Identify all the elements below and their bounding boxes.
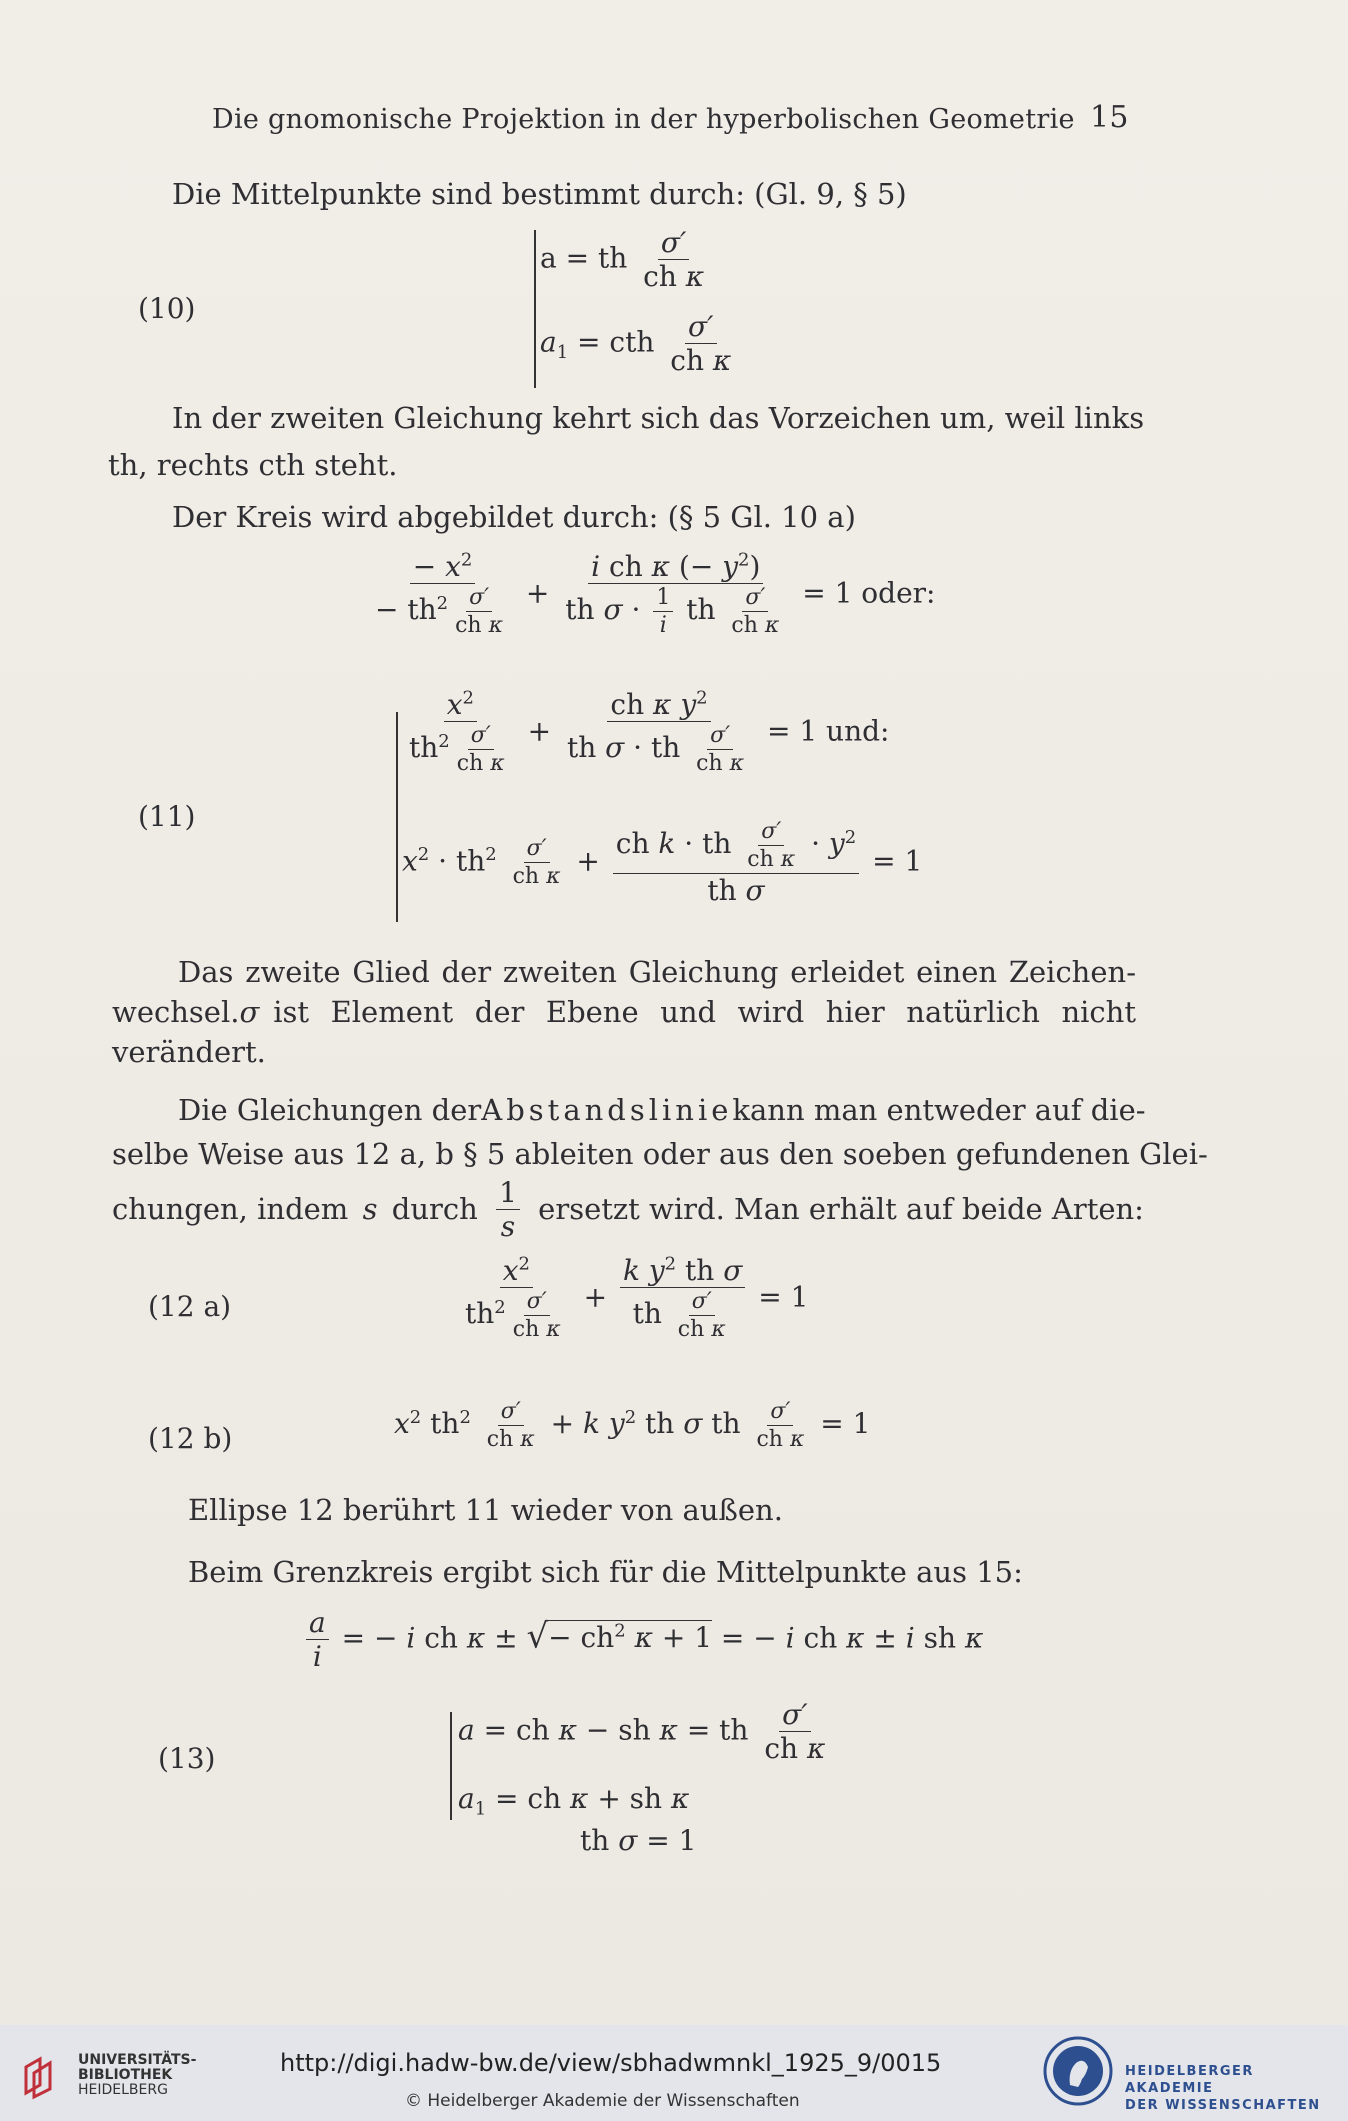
equation-number-12a: (12 a) [148,1290,232,1323]
sigma-symbol: σ [239,995,260,1029]
library-logo-icon [18,2053,66,2101]
equation-number-13: (13) [158,1742,216,1775]
line2-end: ist Element der Ebene und wird hier natürlich nicht [273,995,1136,1029]
paragraph-zeichenwechsel-line2 [112,992,1136,1033]
equation-grenzkreis: $\frac{a}{i}$ = − i ch κ ± √− $ch^2$ κ + 1 = − i ch κ ± i sh κ [302,1608,983,1672]
equation-number-10: (10) [138,292,196,325]
library-name: UNIVERSITÄTS- BIBLIOTHEK HEIDELBERG [78,2052,197,2098]
equation-brace-13 [450,1712,452,1820]
equation-12b: $x^2$ $th^2$ $\frac{\sigma'}{\text{ch κ}}$ + k $y^2$ th σ th $\frac{\sigma'}{\text{ch κ}}$ = 1 [394,1399,871,1453]
equation-brace-10 [534,230,536,388]
equation-10-line1: a = th $\frac{\sigma'}{\text{ch κ}}$ [540,226,705,294]
fraction-one-over-s: $\frac{1}{s}$ [496,1178,520,1242]
line2-start: wechsel. [112,995,240,1029]
paragraph-zeichenwechsel-line3: verändert. [112,1035,266,1069]
paragraph-kreis: Der Kreis wird abgebildet durch: (§ 5 Gl. 10 a) [172,500,856,534]
equation-13-line3: th σ = 1 [580,1824,697,1857]
equation-kreis-suffix: = 1 oder: [802,576,936,610]
paragraph-mittelpunkte: Die Mittelpunkte sind bestimmt durch: (Gl. 9, § 5) [172,177,907,211]
running-title: Die gnomonische Projektion in der hyperbolischen Geometrie [212,104,1075,135]
equation-10-line2: $a_1$ = cth $\frac{\sigma'}{\text{ch κ}}$ [540,310,732,378]
line3-start: chungen, indem [112,1192,349,1227]
paragraph-grenzkreis: Beim Grenzkreis ergibt sich für die Mittelpunkte aus 15: [188,1555,1023,1589]
academy-seal-icon [1042,2035,1114,2107]
line3-end: ersetzt wird. Man erhält auf beide Arten: [538,1192,1144,1227]
paragraph-vorzeichen-line1: In der zweiten Gleichung kehrt sich das Vorzeichen um, weil links [172,401,1145,435]
line1-end: kann man entweder auf die- [732,1093,1146,1127]
paragraph-ellipse: Ellipse 12 berührt 11 wieder von außen. [188,1493,783,1527]
equation-11-line2: $x^2 \cdot th^2$ $\frac{\sigma'}{\text{ch κ}}$ + ch k · th $\frac{\sigma'}{\text{ch κ}}$ · $y^2$ th σ = 1 [402,819,923,908]
paragraph-abstandslinie-line2: selbe Weise aus 12 a, b § 5 ableiten oder aus den soeben gefundenen Glei- [112,1137,1208,1171]
paragraph-abstandslinie-line1 [178,1090,1144,1131]
paragraph-zeichenwechsel-line1: Das zweite Glied der zweiten Gleichung erleidet einen Zeichen- [178,955,1136,989]
paragraph-vorzeichen-line2: th, rechts cth steht. [108,448,398,482]
equation-11-suffix: = 1 und: [766,714,890,748]
equation-brace-11 [396,712,398,922]
equation-11-line1: $x^2$ $th^2$ $\frac{\sigma'}{\text{ch κ}}$ + ch κ $y^2$ th σ · th $\frac{\sigma'}{\text{ch κ}}$ = 1 und: [409,687,890,777]
source-url-link[interactable]: http://digi.hadw-bw.de/view/sbhadwmnkl_1925_9/0015 [280,2049,942,2077]
page-number: 15 [1090,100,1129,135]
footer-bar [0,2025,1348,2121]
equation-12a: $x^2$ $th^2$ $\frac{\sigma'}{\text{ch κ}}$ + k $y^2$ th σ th $\frac{\sigma'}{\text{ch κ}}$ = 1 [465,1253,809,1343]
s-symbol: s [362,1192,378,1227]
equation-kreis: − $x^2$ − $th^2$ $\frac{\sigma'}{\text{ch κ}}$ + i ch κ (− $y^2$) th σ · $\frac{1}{i}$ th $\frac{\sigma'}{\text{ch κ}}$ = 1 oder: [375,549,936,639]
term-abstandslinie: Abstandslinie [481,1093,733,1127]
equation-number-12b: (12 b) [148,1422,233,1455]
equation-number-11: (11) [138,800,196,833]
academy-name: HEIDELBERGER AKADEMIE DER WISSENSCHAFTEN [1125,2064,1321,2113]
equation-13-line2: $a_1$ = ch κ + sh κ [458,1782,690,1820]
paragraph-abstandslinie-line3 [112,1178,1144,1242]
line1-start: Die Gleichungen der [178,1093,482,1127]
line3-durch: durch [391,1192,478,1227]
copyright-notice: © Heidelberger Akademie der Wissenschaften [405,2091,800,2111]
equation-13-line1: a = ch κ − sh κ = th $\frac{\sigma'}{\text{ch κ}}$ [458,1698,826,1766]
